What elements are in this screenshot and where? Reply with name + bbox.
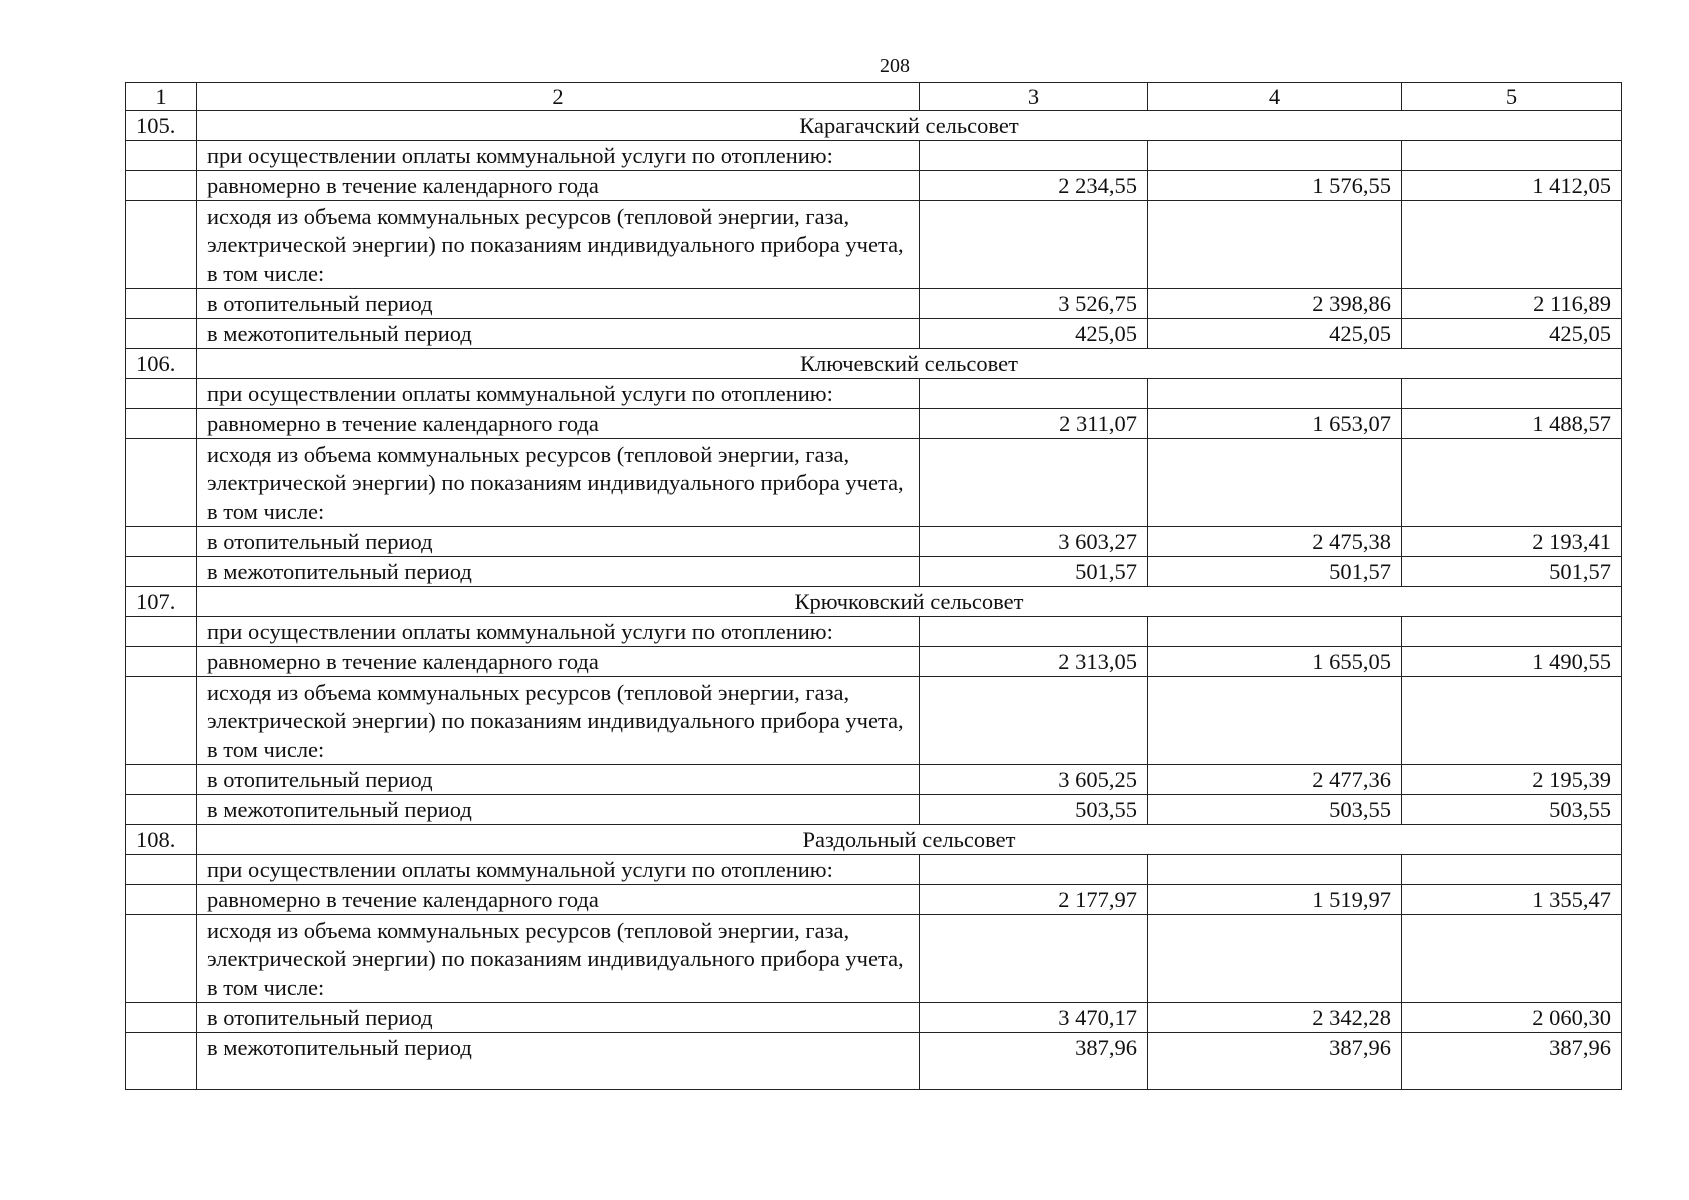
column-header: 3 (920, 83, 1148, 111)
row-number-cell (126, 439, 197, 527)
row-label: равномерно в течение календарного года (197, 647, 920, 677)
value-col-4: 387,96 (1148, 1033, 1402, 1090)
row-number-cell (126, 677, 197, 765)
row-number-cell (126, 765, 197, 795)
table-body (126, 83, 1622, 1090)
table-row (126, 141, 1622, 171)
table-row (126, 765, 1622, 795)
table-row (126, 617, 1622, 647)
row-number-cell (126, 795, 197, 825)
row-label: в межотопительный период (197, 1033, 920, 1090)
row-number-cell (126, 1003, 197, 1033)
value-col-4 (1148, 439, 1402, 527)
row-number-cell (126, 409, 197, 439)
row-label: в отопительный период (197, 289, 920, 319)
column-header: 2 (197, 83, 920, 111)
table-row (126, 527, 1622, 557)
value-col-3: 3 605,25 (920, 765, 1148, 795)
value-col-3 (920, 855, 1148, 885)
value-col-3: 3 526,75 (920, 289, 1148, 319)
value-col-5: 387,96 (1402, 1033, 1622, 1090)
row-label: в межотопительный период (197, 795, 920, 825)
row-number-cell (126, 617, 197, 647)
row-label: исходя из объема коммунальных ресурсов (тепловой энергии, газа, электрической энергии) по показаниям индивидуального прибора учета, в том числе: (197, 915, 920, 1003)
value-col-3: 2 234,55 (920, 171, 1148, 201)
section-title: Ключевский сельсовет (197, 349, 1622, 379)
table-row (126, 379, 1622, 409)
value-col-4: 503,55 (1148, 795, 1402, 825)
value-col-3 (920, 915, 1148, 1003)
value-col-5 (1402, 617, 1622, 647)
value-col-4 (1148, 201, 1402, 289)
value-col-5: 2 193,41 (1402, 527, 1622, 557)
value-col-3: 501,57 (920, 557, 1148, 587)
value-col-3: 503,55 (920, 795, 1148, 825)
value-col-4: 1 655,05 (1148, 647, 1402, 677)
row-label: исходя из объема коммунальных ресурсов (тепловой энергии, газа, электрической энергии) по показаниям индивидуального прибора учета, в том числе: (197, 201, 920, 289)
section-header-row (126, 587, 1622, 617)
table-row (126, 171, 1622, 201)
value-col-5 (1402, 915, 1622, 1003)
row-number-cell (126, 319, 197, 349)
row-number-cell (126, 557, 197, 587)
row-label: равномерно в течение календарного года (197, 409, 920, 439)
value-col-3: 387,96 (920, 1033, 1148, 1090)
value-col-4 (1148, 915, 1402, 1003)
section-title: Карагачский сельсовет (197, 111, 1622, 141)
row-number-cell (126, 1033, 197, 1090)
section-number: 108. (126, 825, 197, 855)
value-col-3: 2 311,07 (920, 409, 1148, 439)
row-number-cell (126, 647, 197, 677)
section-number: 105. (126, 111, 197, 141)
row-label: в отопительный период (197, 1003, 920, 1033)
value-col-5 (1402, 855, 1622, 885)
value-col-3 (920, 141, 1148, 171)
value-col-5: 1 412,05 (1402, 171, 1622, 201)
column-number-header-row (126, 83, 1622, 111)
value-col-4 (1148, 141, 1402, 171)
table-row (126, 855, 1622, 885)
row-label: исходя из объема коммунальных ресурсов (тепловой энергии, газа, электрической энергии) по показаниям индивидуального прибора учета, в том числе: (197, 677, 920, 765)
value-col-4: 2 342,28 (1148, 1003, 1402, 1033)
value-col-5 (1402, 677, 1622, 765)
table-row (126, 201, 1622, 289)
row-label: при осуществлении оплаты коммунальной услуги по отоплению: (197, 141, 920, 171)
table-row (126, 795, 1622, 825)
section-header-row (126, 111, 1622, 141)
value-col-5: 425,05 (1402, 319, 1622, 349)
row-label: в отопительный период (197, 527, 920, 557)
value-col-4 (1148, 379, 1402, 409)
value-col-3: 425,05 (920, 319, 1148, 349)
column-header: 1 (126, 83, 197, 111)
row-label: в межотопительный период (197, 557, 920, 587)
column-header: 5 (1402, 83, 1622, 111)
value-col-5: 2 060,30 (1402, 1003, 1622, 1033)
row-number-cell (126, 379, 197, 409)
row-number-cell (126, 171, 197, 201)
value-col-3: 2 313,05 (920, 647, 1148, 677)
value-col-5: 503,55 (1402, 795, 1622, 825)
table-row (126, 557, 1622, 587)
value-col-4: 501,57 (1148, 557, 1402, 587)
table-row (126, 409, 1622, 439)
value-col-3: 3 603,27 (920, 527, 1148, 557)
row-label: исходя из объема коммунальных ресурсов (тепловой энергии, газа, электрической энергии) по показаниям индивидуального прибора учета, в том числе: (197, 439, 920, 527)
row-label: в отопительный период (197, 765, 920, 795)
value-col-4: 425,05 (1148, 319, 1402, 349)
table-row (126, 885, 1622, 915)
tariff-table (125, 82, 1622, 1090)
value-col-3: 3 470,17 (920, 1003, 1148, 1033)
section-title: Крючковский сельсовет (197, 587, 1622, 617)
row-number-cell (126, 915, 197, 1003)
table-row (126, 915, 1622, 1003)
value-col-4: 1 576,55 (1148, 171, 1402, 201)
value-col-3 (920, 617, 1148, 647)
value-col-3 (920, 439, 1148, 527)
table-row (126, 289, 1622, 319)
value-col-4 (1148, 677, 1402, 765)
row-label: равномерно в течение календарного года (197, 171, 920, 201)
row-number-cell (126, 141, 197, 171)
value-col-5 (1402, 201, 1622, 289)
row-number-cell (126, 855, 197, 885)
table-row (126, 1033, 1622, 1090)
row-number-cell (126, 201, 197, 289)
section-header-row (126, 349, 1622, 379)
table-row (126, 647, 1622, 677)
section-title: Раздольный сельсовет (197, 825, 1622, 855)
value-col-5: 1 355,47 (1402, 885, 1622, 915)
value-col-3 (920, 201, 1148, 289)
value-col-5: 1 490,55 (1402, 647, 1622, 677)
value-col-4 (1148, 617, 1402, 647)
row-label: при осуществлении оплаты коммунальной услуги по отоплению: (197, 855, 920, 885)
row-number-cell (126, 289, 197, 319)
value-col-3 (920, 379, 1148, 409)
row-number-cell (126, 527, 197, 557)
value-col-4: 2 398,86 (1148, 289, 1402, 319)
table-row (126, 439, 1622, 527)
table-row (126, 677, 1622, 765)
row-label: при осуществлении оплаты коммунальной услуги по отоплению: (197, 617, 920, 647)
value-col-4: 2 475,38 (1148, 527, 1402, 557)
value-col-4: 1 519,97 (1148, 885, 1402, 915)
value-col-4 (1148, 855, 1402, 885)
value-col-3: 2 177,97 (920, 885, 1148, 915)
section-header-row (126, 825, 1622, 855)
value-col-5: 1 488,57 (1402, 409, 1622, 439)
row-label: при осуществлении оплаты коммунальной услуги по отоплению: (197, 379, 920, 409)
value-col-4: 2 477,36 (1148, 765, 1402, 795)
page-number: 208 (880, 55, 910, 77)
row-label: равномерно в течение календарного года (197, 885, 920, 915)
value-col-5 (1402, 439, 1622, 527)
section-number: 107. (126, 587, 197, 617)
value-col-3 (920, 677, 1148, 765)
column-header: 4 (1148, 83, 1402, 111)
value-col-5: 2 116,89 (1402, 289, 1622, 319)
value-col-5 (1402, 141, 1622, 171)
value-col-5: 2 195,39 (1402, 765, 1622, 795)
table-row (126, 1003, 1622, 1033)
value-col-5: 501,57 (1402, 557, 1622, 587)
row-number-cell (126, 885, 197, 915)
table-row (126, 319, 1622, 349)
section-number: 106. (126, 349, 197, 379)
value-col-5 (1402, 379, 1622, 409)
row-label: в межотопительный период (197, 319, 920, 349)
value-col-4: 1 653,07 (1148, 409, 1402, 439)
